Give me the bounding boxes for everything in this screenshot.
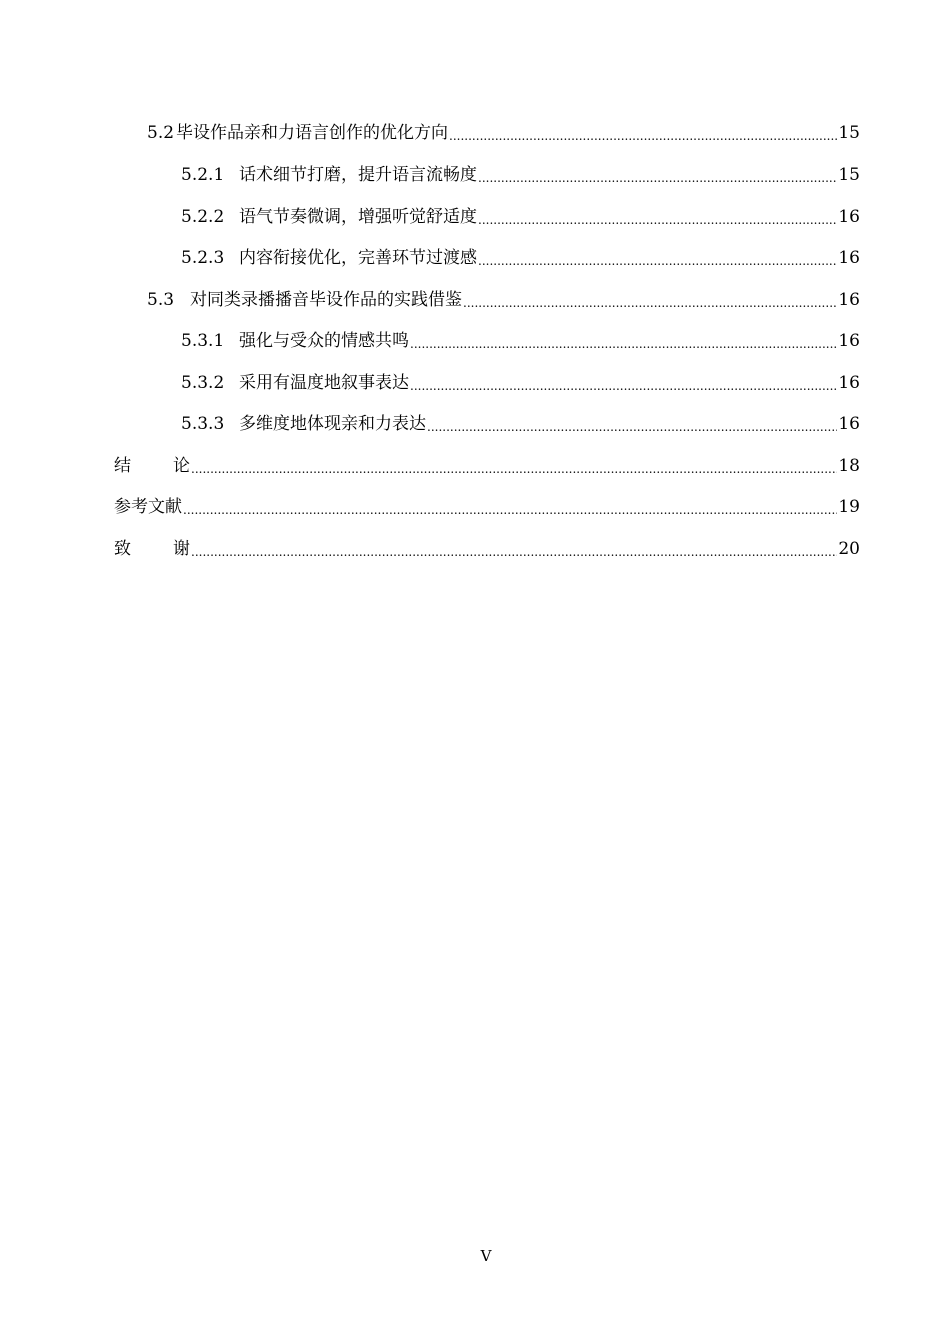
- dot-leader: [191, 455, 837, 477]
- toc-entry-number: 5.2.3: [181, 248, 225, 268]
- toc-entry-5-2-1[interactable]: [181, 162, 860, 186]
- toc-entry-page: 15: [838, 165, 860, 185]
- toc-entry-title: 对同类录播播音毕设作品的实践借鉴: [190, 290, 462, 310]
- toc-entry-title: 话术细节打磨，提升语言流畅度: [239, 165, 477, 185]
- toc-entry-title: 内容衔接优化，完善环节过渡感: [239, 248, 477, 268]
- dot-leader: [410, 330, 837, 352]
- toc-entry-5-3-2[interactable]: [181, 370, 860, 394]
- toc-entry-title: 多维度地体现亲和力表达: [239, 414, 426, 434]
- toc-entry-references[interactable]: [114, 494, 860, 518]
- toc-entry-title: 采用有温度地叙事表达: [239, 373, 409, 393]
- toc-entry-5-2[interactable]: [147, 120, 860, 144]
- toc-entry-page: 16: [838, 373, 860, 393]
- toc-entry-number: 5.3.1: [181, 331, 225, 351]
- toc-entry-5-3-3[interactable]: [181, 411, 860, 435]
- toc-entry-acknowledgements[interactable]: [114, 536, 860, 560]
- dot-leader: [191, 538, 837, 560]
- toc-entry-page: 19: [838, 497, 860, 517]
- toc-entry-number: 5.2: [147, 123, 175, 143]
- toc-entry-page: 16: [838, 248, 860, 268]
- toc-title-char: 致: [114, 539, 131, 559]
- toc-title-char: 论: [173, 456, 190, 476]
- toc-entry-page: 18: [838, 456, 860, 476]
- toc-entry-conclusion[interactable]: [114, 453, 860, 477]
- toc-title-char: 结: [114, 456, 131, 476]
- dot-leader: [449, 122, 837, 144]
- dot-leader: [478, 206, 837, 228]
- dot-leader: [183, 496, 837, 518]
- page-number-footer: V: [480, 1247, 492, 1265]
- toc-entry-page: 16: [838, 290, 860, 310]
- dot-leader: [410, 372, 837, 394]
- toc-entry-5-3-1[interactable]: [181, 328, 860, 352]
- dot-leader: [427, 413, 837, 435]
- toc-entry-page: 15: [838, 123, 860, 143]
- toc-entry-title: 强化与受众的情感共鸣: [239, 331, 409, 351]
- toc-entry-title: 语气节奏微调，增强听觉舒适度: [239, 207, 477, 227]
- toc-entry-title: 参考文献: [114, 497, 182, 517]
- toc-title-char: 谢: [173, 539, 190, 559]
- toc-entry-number: 5.2.2: [181, 207, 225, 227]
- dot-leader: [478, 164, 837, 186]
- toc-entry-page: 16: [838, 414, 860, 434]
- toc-entry-5-2-3[interactable]: [181, 245, 860, 269]
- dot-leader: [478, 247, 837, 269]
- toc-entry-title: 毕设作品亲和力语言创作的优化方向: [176, 123, 449, 143]
- dot-leader: [463, 289, 837, 311]
- toc-entry-page: 16: [838, 207, 860, 227]
- toc-entry-title: [114, 538, 190, 560]
- toc-entry-5-3[interactable]: [147, 287, 860, 311]
- toc-entry-5-2-2[interactable]: [181, 204, 860, 228]
- toc-entry-page: 16: [838, 331, 860, 351]
- toc-entry-number: 5.2.1: [181, 165, 225, 185]
- toc-entry-title: [114, 455, 190, 477]
- toc-entry-number: 5.3: [147, 290, 175, 310]
- toc-entry-page: 20: [838, 539, 860, 559]
- toc-entry-number: 5.3.2: [181, 373, 225, 393]
- toc-entry-number: 5.3.3: [181, 414, 225, 434]
